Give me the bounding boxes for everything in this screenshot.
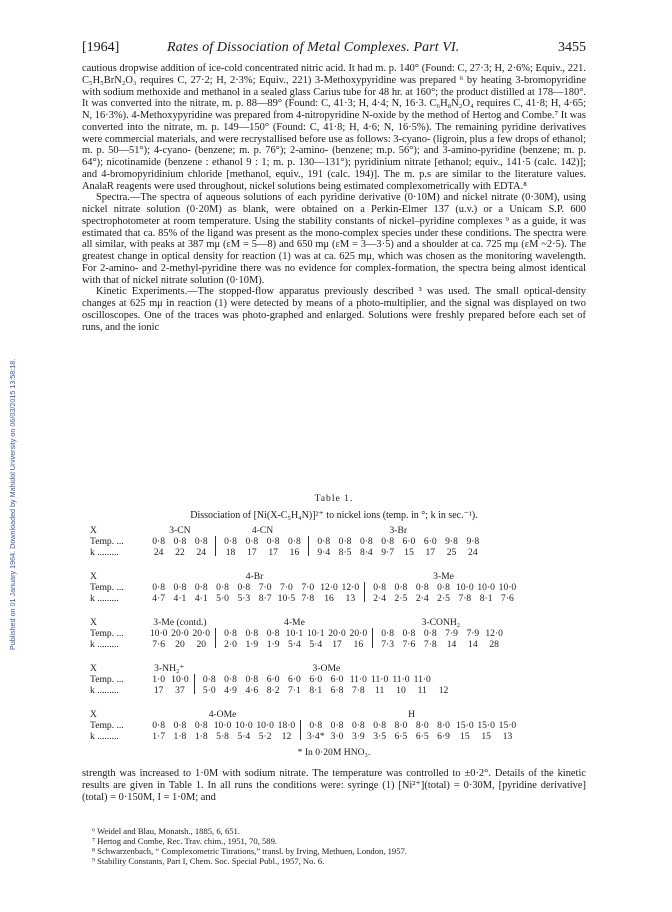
table-cell: 10·1 — [306, 628, 325, 639]
reference-8: ⁸ Schwarzenbach, “ Complexometric Titrations,” transl. by Irving, Methuen, London, 1957. — [92, 846, 407, 856]
table-k-label: k ......... — [90, 593, 119, 604]
table-cell: 0·8 — [351, 720, 365, 731]
table-k-label: k ......... — [90, 731, 119, 742]
table-temp-label: Temp. ... — [90, 720, 124, 731]
table-cell: 8·0 — [394, 720, 408, 731]
table-cell: 7·8 — [351, 685, 365, 696]
table-temp-row — [82, 628, 586, 639]
table-cell: 6·0 — [330, 674, 344, 685]
references — [92, 826, 586, 866]
paragraph-preparations: cautious dropwise addition of ice-cold concentrated nitric acid. It had m. p. 140° (Found: C, 27·3; H, 2·6%; Equiv., 221. C₅H₅BrN₂O₃ requires C, 27·2; H, 2·3%; Equiv., 221) 3-Methoxypyridine was prepared ⁶ by heating 3-bromopyridine with sodium methoxide and methanol in a sealed glass Carius tube for 48 hr. at 160°; the product distilled at 178—180°. It was converted into the nitrate, m. p. 88—89° (Found: C, 41·3; H, 4·4; N, 16·3. C₆H₈N₂O₄ requires C, 41·8; H, 4·65; N, 16·3%). 4-Methoxypyridine was prepared from 4-nitropyridine N-oxide by the method of Hertog and Combe.⁷ It was converted into the nitrate, m. p. 149—150° (Found: C, 41·8; H, 4·6; N, 16·5%). The remaining pyridine derivatives were commercial materials, and were recrystallised before use as follows: 3-cyano- (ligroin, plus a few drops of ethanol; m. p. 50—51°); 4-cyano- (benzene; m. p. 76°); 2-amino- (benzene; m.p. 56°); and 3-amino-pyridine (benzene; m. p. 64°); nicotinamide (benzene : ethanol 9 : 1; m. p. 130—131°); pyridinium nitrate [ethanol; equiv., 141·5 (calc. 142)]; and 4-bromopyridinium chloride [methanol, equiv., 191 (calc. 194)]. The m. p.s are similar to the literature values. AnalaR reagents were used throughout, nickel solutions being estimated complexometrically with EDTA.⁸ — [82, 63, 586, 192]
table-cell: 0·8 — [194, 720, 208, 731]
reference-7: ⁷ Hertog and Combe, Rec. Trav. chim., 1951, 70, 589. — [92, 836, 278, 846]
table-cell: 0·8 — [194, 582, 208, 593]
table-cell: 0·8 — [415, 582, 429, 593]
table-cell: 11·0 — [392, 674, 410, 685]
table-cell: 15·0 — [477, 720, 495, 731]
table-k-label: k ......... — [90, 639, 119, 650]
table-cell: 0·8 — [330, 720, 344, 731]
table-group-name: 3-NH₂⁺ — [154, 663, 185, 674]
table-cell: 0·8 — [359, 536, 373, 547]
table-cell: 7·6 — [501, 593, 514, 604]
table-cell: 9·8 — [466, 536, 480, 547]
reference-6: ⁶ Weidel and Blau, Monatsh., 1885, 6, 651. — [92, 826, 240, 836]
table-cell: 11·0 — [349, 674, 367, 685]
table-cell: 15 — [404, 547, 414, 558]
table-cell: 0·8 — [194, 536, 208, 547]
table-cell: 8·7 — [258, 593, 272, 604]
page-number: 3455 — [558, 40, 586, 55]
table-cell: 17 — [425, 547, 436, 558]
table-cell: 8·4 — [359, 547, 373, 558]
table-cell: 0·8 — [402, 628, 416, 639]
table-k-row — [82, 685, 586, 696]
table-cell: 0·8 — [152, 582, 166, 593]
table-cell: 4·1 — [194, 593, 208, 604]
table-group-name: H — [408, 709, 416, 720]
table-x-label: X — [90, 571, 97, 582]
table-cell: 0·8 — [245, 674, 259, 685]
table-cell: 12 — [438, 685, 449, 696]
table-group-header-row — [82, 617, 586, 628]
table-cell: 7·1 — [288, 685, 301, 696]
table-cell: 7·9 — [445, 628, 458, 639]
table-cell: 5·4 — [309, 639, 323, 650]
table-cell: 13 — [345, 593, 356, 604]
table-cell: 6·8 — [330, 685, 344, 696]
table-k-row — [82, 593, 586, 604]
table-cell: 8·0 — [437, 720, 450, 731]
table-cell: 17 — [247, 547, 257, 558]
table-cell: 10·0 — [213, 720, 232, 731]
table-cell: 20 — [196, 639, 207, 650]
table-cell: 0·8 — [381, 628, 395, 639]
table-cell: 0·8 — [152, 720, 166, 731]
table-k-row — [82, 547, 586, 558]
table-cell: 8·2 — [266, 685, 280, 696]
table-cell: 1·0 — [152, 674, 166, 685]
paragraph-spectra: Spectra.—The spectra of aqueous solutions of each pyridine derivative (0·10M) and nickel nitrate (0·30M), using nickel nitrate solution (0·20M) as blank, were obtained on a Perkin-Elmer 137 (u.v.) or a Unicam S.P. 600 spectrophotometer at room temperature. Using the stability constants of nickel–pyridine complexes ⁹ as a guide, it was estimated that ca. 85% of the ligand was present as the mono-complex species under these conditions. The spectra were all similar, with peaks at 387 mμ (εM = 5—8) and 650 mμ (εM = 3—3·5) and a shoulder at ca. 725 mμ (εM ~2·5). The greatest change in optical density for reaction (1) was at ca. 625 mμ, which was chosen as the monitoring wavelength. For 2-amino- and 2-methyl-pyridine there was no evidence for complex-formation, the spectra being almost identical with that of nickel nitrate solution (0·10M). — [82, 192, 586, 286]
table-cell: 0·8 — [373, 720, 387, 731]
table-cell: 8·5 — [338, 547, 352, 558]
table-cell: 14 — [468, 639, 478, 650]
table-cell: 16 — [353, 639, 364, 650]
table-cell: 10·0 — [477, 582, 495, 593]
table-group-name: 3-CN — [169, 525, 191, 536]
table-group-name: 4-Me — [284, 617, 305, 628]
table-group-name: 3-Br — [389, 525, 408, 536]
table-cell: 7·8 — [458, 593, 472, 604]
table-footnote: * In 0·20M HNO₃. — [297, 747, 371, 758]
table-cell: 12·0 — [320, 582, 338, 593]
header-title: Rates of Dissociation of Metal Complexes. Part VI. — [167, 40, 460, 55]
table-cell: 7·6 — [402, 639, 416, 650]
table-group-name: 3-Me (contd.) — [153, 617, 207, 628]
table-cell: 0·8 — [224, 536, 237, 547]
table-cell: 28 — [489, 639, 499, 650]
download-watermark — [8, 110, 20, 670]
table-cell: 5·2 — [258, 731, 272, 742]
table-cell: 10·5 — [277, 593, 296, 604]
table-cell: 0·8 — [373, 582, 387, 593]
table-cell: 4·9 — [224, 685, 237, 696]
table-cell: 0·8 — [423, 628, 437, 639]
reference-9: ⁹ Stability Constants, Part I, Chem. Soc. Special Publ., 1957, No. 6. — [92, 856, 325, 866]
table-cell: 22 — [175, 547, 185, 558]
download-note: Published on 01 January 1964. Downloaded by Mahidol University on 06/03/2015 13:58:18. — [8, 358, 17, 650]
table-cell: 0·8 — [173, 582, 187, 593]
table-cell: 7·3 — [381, 639, 395, 650]
table-cell: 18 — [225, 547, 236, 558]
table-temp-row — [82, 674, 586, 685]
table-cell: 7·0 — [301, 582, 315, 593]
table-cell: 0·8 — [152, 536, 166, 547]
table-cell: 0·8 — [224, 628, 237, 639]
table-cell: 11·0 — [371, 674, 389, 685]
table-temp-label: Temp. ... — [90, 536, 124, 547]
table-cell: 0·8 — [317, 536, 331, 547]
table-cell: 1·9 — [266, 639, 280, 650]
table-group-name: 4-OMe — [208, 709, 237, 720]
table-cell: 10·0 — [171, 674, 189, 685]
table-cell: 0·8 — [394, 582, 408, 593]
table-cell: 0·8 — [266, 628, 280, 639]
table-cell: 5·4 — [288, 639, 301, 650]
table-cell: 9·4 — [317, 547, 331, 558]
table-cell: 17 — [332, 639, 342, 650]
table-cell: 6·0 — [266, 674, 280, 685]
table-cell: 16 — [289, 547, 300, 558]
table-cell: 2·4 — [415, 593, 429, 604]
table-temp-row — [82, 536, 586, 547]
table-cell: 5·8 — [216, 731, 229, 742]
table-cell: 0·8 — [237, 582, 251, 593]
table-cell: 2·5 — [394, 593, 408, 604]
table-temp-row — [82, 582, 586, 593]
table-cell: 7·8 — [423, 639, 437, 650]
table-cell: 8·0 — [415, 720, 429, 731]
table-grid — [82, 525, 586, 758]
table-cell: 24 — [153, 547, 164, 558]
table-caption: Table 1. — [314, 493, 354, 504]
table-cell: 0·8 — [173, 536, 187, 547]
table-group-name: 3-CONH₂ — [421, 617, 461, 628]
table-cell: 6·5 — [394, 731, 408, 742]
continued-text — [82, 768, 586, 803]
table-cell: 0·8 — [216, 582, 229, 593]
table-cell: 8·1 — [309, 685, 323, 696]
table-cell: 8·1 — [479, 593, 493, 604]
table-cell: 5·4 — [237, 731, 251, 742]
table-cell: 0·8 — [266, 536, 280, 547]
table-cell: 6·0 — [423, 536, 437, 547]
table-cell: 2·5 — [437, 593, 450, 604]
table-cell: 37 — [175, 685, 185, 696]
table-cell: 25 — [446, 547, 457, 558]
table-cell: 12 — [281, 731, 292, 742]
table-cell: 20·0 — [192, 628, 211, 639]
table-cell: 20·0 — [328, 628, 346, 639]
table-cell: 10·0 — [235, 720, 253, 731]
paragraph-conditions: strength was increased to 1·0M with sodium nitrate. The temperature was controlled to ±0·2°. Details of the kinetic results are given in Table 1. In all runs the conditions were: syringe (1) [Ni²⁺](total) = 0·30M, [pyridine derivative](total) = 0·150M, I = 1·0M; and — [82, 768, 586, 803]
table-group-name: 3-Me — [433, 571, 454, 582]
table-cell: 0·8 — [224, 674, 237, 685]
table-cell: 1·9 — [245, 639, 259, 650]
table-cell: 7·6 — [152, 639, 166, 650]
table-cell: 3·0 — [330, 731, 344, 742]
table-cell: 3·5 — [373, 731, 387, 742]
table-cell: 0·8 — [202, 674, 216, 685]
table-cell: 7·9 — [466, 628, 480, 639]
table-cell: 6·0 — [288, 674, 301, 685]
table-x-label: X — [90, 663, 97, 674]
page-header — [82, 40, 586, 58]
table-x-label: X — [90, 709, 97, 720]
table-cell: 17 — [268, 547, 278, 558]
table-cell: 20·0 — [349, 628, 368, 639]
table-cell: 6·0 — [402, 536, 416, 547]
table-cell: 4·7 — [152, 593, 166, 604]
table-k-label: k ......... — [90, 547, 119, 558]
table-cell: 15·0 — [498, 720, 517, 731]
paragraph-kinetic: Kinetic Experiments.—The stopped-flow apparatus previously described ³ was used. The small optical-density changes at 625 mμ in reaction (1) were detected by means of a photo-multiplier, and the signal was displayed on two oscilloscopes. One of the traces was photo-graphed and enlarged. Solutions were freshly prepared before each set of runs, and the ionic — [82, 286, 586, 333]
table-cell: 0·8 — [245, 536, 259, 547]
table-cell: 1·8 — [173, 731, 187, 742]
table-cell: 4·1 — [173, 593, 187, 604]
table-group-name: 3-OMe — [312, 663, 341, 674]
table-x-label: X — [90, 525, 97, 536]
table-group-name: 4-CN — [251, 525, 274, 536]
table-cell: 10·0 — [456, 582, 474, 593]
table-cell: 10 — [396, 685, 406, 696]
table-group-header-row — [82, 571, 586, 582]
table-cell: 7·8 — [301, 593, 315, 604]
table-cell: 10·0 — [149, 628, 168, 639]
table-group-name: 4-Br — [245, 571, 264, 582]
table-cell: 20·0 — [171, 628, 189, 639]
table-1 — [82, 493, 586, 758]
table-cell: 7·0 — [280, 582, 293, 593]
table-k-row — [82, 731, 586, 742]
table-cell: 5·0 — [216, 593, 229, 604]
table-cell: 20 — [175, 639, 185, 650]
table-cell: 11 — [375, 685, 385, 696]
table-cell: 2·4 — [373, 593, 387, 604]
table-cell: 4·6 — [245, 685, 259, 696]
table-temp-row — [82, 720, 586, 731]
table-cell: 0·8 — [437, 582, 450, 593]
table-cell: 15 — [460, 731, 470, 742]
table-cell: 3·9 — [351, 731, 365, 742]
table-temp-label: Temp. ... — [90, 674, 124, 685]
table-cell: 0·8 — [288, 536, 301, 547]
table-cell: 11 — [417, 685, 427, 696]
table-cell: 1·8 — [194, 731, 208, 742]
table-cell: 1·7 — [152, 731, 166, 742]
table-group-header-row — [82, 709, 586, 720]
table-cell: 24 — [196, 547, 207, 558]
table-cell: 0·8 — [309, 720, 323, 731]
table-cell: 12·0 — [485, 628, 503, 639]
table-cell: 0·8 — [338, 536, 352, 547]
table-cell: 10·1 — [285, 628, 304, 639]
table-cell: 0·8 — [173, 720, 187, 731]
table-group-header-row — [82, 663, 586, 674]
table-cell: 3·4* — [306, 731, 325, 742]
table-cell: 0·8 — [245, 628, 259, 639]
table-cell: 11·0 — [413, 674, 431, 685]
table-temp-label: Temp. ... — [90, 582, 124, 593]
table-k-row — [82, 639, 586, 650]
table-x-label: X — [90, 617, 97, 628]
table-cell: 0·8 — [381, 536, 395, 547]
table-cell: 13 — [502, 731, 513, 742]
table-cell: 9·8 — [445, 536, 458, 547]
table-cell: 17 — [153, 685, 164, 696]
table-cell: 15 — [481, 731, 491, 742]
table-cell: 16 — [324, 593, 334, 604]
table-group-header-row — [82, 525, 586, 536]
table-cell: 15·0 — [456, 720, 474, 731]
table-cell: 10·0 — [498, 582, 517, 593]
table-cell: 6·9 — [437, 731, 450, 742]
table-cell: 10·0 — [256, 720, 274, 731]
table-cell: 14 — [446, 639, 457, 650]
table-cell: 2·0 — [224, 639, 237, 650]
table-temp-label: Temp. ... — [90, 628, 124, 639]
table-cell: 12·0 — [341, 582, 360, 593]
table-cell: 6·5 — [415, 731, 429, 742]
table-cell: 6·0 — [309, 674, 323, 685]
table-cell: 7·0 — [258, 582, 272, 593]
table-k-label: k ......... — [90, 685, 119, 696]
header-year: [1964] — [82, 40, 120, 55]
body-text — [82, 63, 586, 333]
table-cell: 5·3 — [237, 593, 251, 604]
table-cell: 18·0 — [277, 720, 296, 731]
table-subtitle: Dissociation of [Ni(X-C₅H₄N)]²⁺ to nickel ions (temp. in °; k in sec.⁻¹). — [190, 510, 478, 521]
table-cell: 24 — [468, 547, 478, 558]
table-cell: 9·7 — [381, 547, 395, 558]
table-cell: 5·0 — [202, 685, 216, 696]
